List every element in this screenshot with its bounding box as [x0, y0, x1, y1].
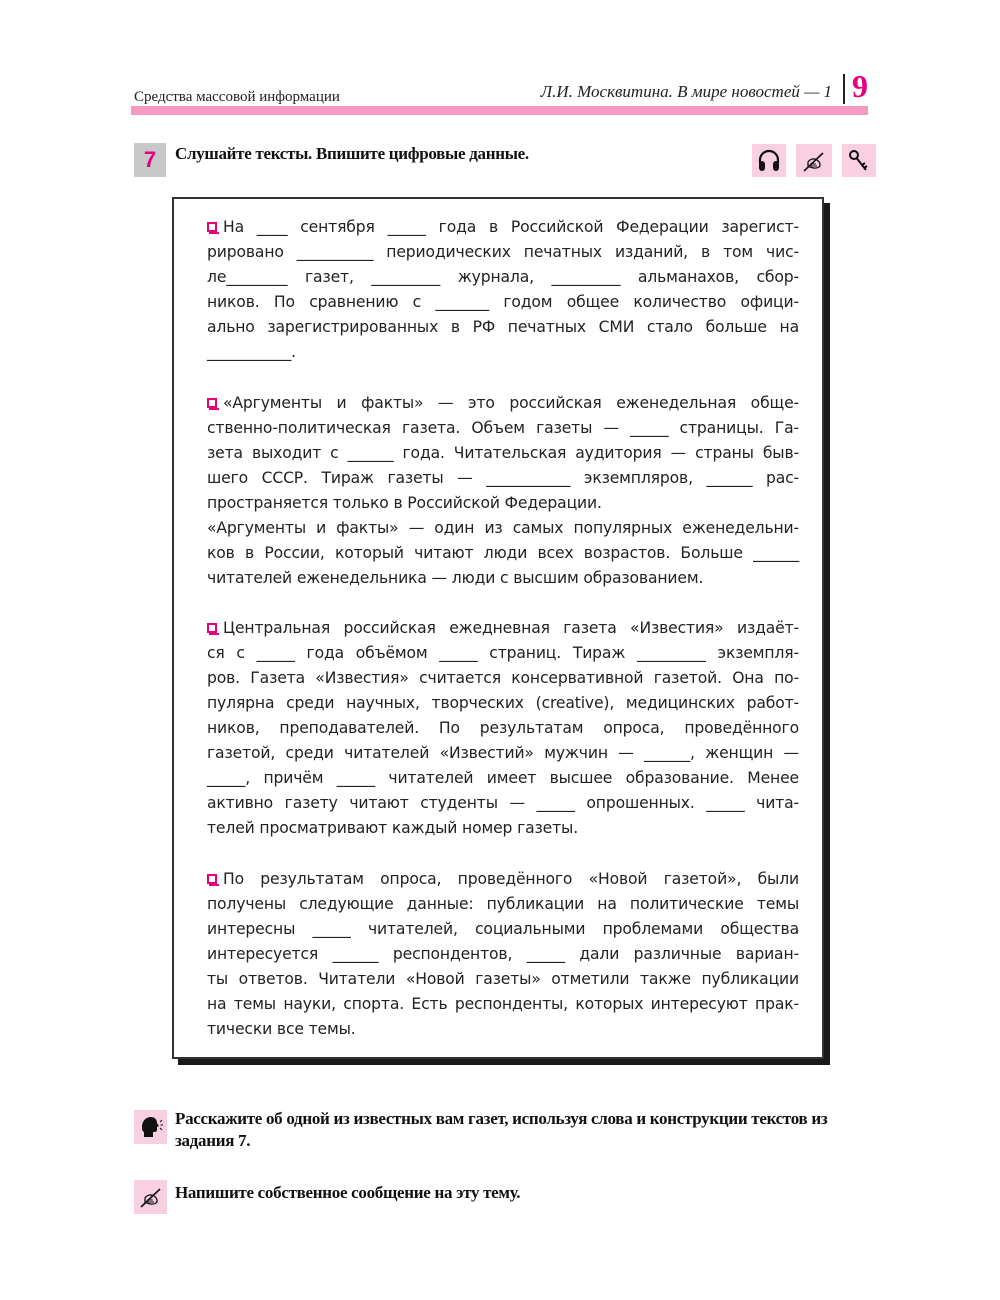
checkbox-bullet-icon	[207, 398, 217, 408]
text-line: шего СССР. Тираж газеты — ___________ экземпляров, ______ рас-	[207, 469, 799, 487]
checkbox-bullet-icon	[207, 874, 217, 884]
pink-header-rule	[131, 106, 868, 115]
text-line: ся с _____ года объёмом _____ страниц. Тираж _________ экземпля-	[207, 644, 799, 662]
writing-hand-icon	[134, 1180, 167, 1214]
text-line: тически все темы.	[207, 1020, 356, 1038]
text-line: ров. Газета «Известия» считается консервативной газетой. Она по-	[207, 669, 799, 687]
text-line: «Аргументы и факты» — один из самых популярных еженедельни-	[207, 519, 799, 537]
header-book-title: Л.И. Москвитина. В мире новостей — 1	[540, 82, 832, 101]
writing-hand-icon	[796, 144, 832, 177]
text-line: ков в России, который читают люди всех возрастов. Больше ______	[207, 544, 799, 562]
text-line: активно газету читают студенты — _____ опрошенных. _____ чита-	[207, 794, 799, 812]
text-line: зета выходит с ______ года. Читательская аудитория — страны быв-	[207, 444, 799, 462]
text-line: на темы науки, спорта. Есть респонденты, которых интересуют прак-	[207, 995, 799, 1013]
text-line: читателей еженедельника — люди с высшим образованием.	[207, 569, 704, 587]
text-line: Центральная российская ежедневная газета «Известия» издаёт-	[223, 619, 799, 637]
text-line: ально зарегистрированных в РФ печатных СМИ стало больше на	[207, 318, 799, 336]
text-line: ников, преподавателей. По результатам опроса, проведённого	[207, 719, 799, 737]
text-line: «Аргументы и факты» — это российская еженедельная обще-	[223, 394, 799, 412]
task-tool-icons	[752, 144, 876, 177]
text-line: ___________.	[207, 343, 296, 361]
text-line: ле________ газет, _________ журнала, _________ альманахов, сбор-	[207, 268, 799, 286]
text-line: интересуется ______ респондентов, _____ дали различные вариан-	[207, 945, 799, 963]
writing-instruction: Напишите собственное сообщение на эту тему.	[175, 1183, 521, 1202]
text-line: ты ответов. Читатели «Новой газеты» отметили также публикации	[207, 970, 799, 988]
paragraph-2	[207, 391, 799, 591]
text-line: По результатам опроса, проведённого «Новой газетой», были	[223, 870, 799, 888]
task-title: Слушайте тексты. Впишите цифровые данные.	[175, 144, 529, 163]
text-line: интересны _____ читателей, социальными проблемами общества	[207, 920, 799, 938]
text-line: На ____ сентября _____ года в Российской Федерации зарегист-	[223, 218, 799, 236]
text-line: телей просматривают каждый номер газеты.	[207, 819, 579, 837]
checkbox-bullet-icon	[207, 222, 217, 232]
speaking-instruction: Расскажите об одной из известных вам газет, используя слова и конструкции текстов из задания 7.	[175, 1109, 828, 1150]
text-line: газетой, среди читателей «Известий» мужчин — ______, женщин —	[207, 744, 799, 762]
text-line: _____, причём _____ читателей имеет высшее образование. Менее	[207, 769, 799, 787]
text-line: рировано __________ периодических печатных изданий, в том чис-	[207, 243, 799, 261]
speaking-head-icon	[134, 1110, 167, 1144]
header-section-title: Средства массовой информации	[134, 89, 340, 105]
checkbox-bullet-icon	[207, 623, 217, 633]
paragraph-4	[207, 867, 799, 1042]
header-divider	[843, 74, 845, 104]
text-line: ников. По сравнению с _______ годом общее количество офици-	[207, 293, 799, 311]
headphones-icon	[752, 144, 786, 177]
paragraph-3	[207, 616, 799, 841]
exercise-text-box	[172, 197, 824, 1059]
paragraph-1	[207, 215, 799, 365]
text-line: ственно-политическая газета. Объем газеты — _____ страницы. Га-	[207, 419, 799, 437]
task-number-badge: 7	[134, 143, 166, 177]
text-line: получены следующие данные: публикации на политические темы	[207, 895, 799, 913]
text-line: пулярна среди научных, творческих (creative), медицинских работ-	[207, 694, 799, 712]
text-line: пространяется только в Российской Федерации.	[207, 494, 602, 512]
key-icon	[842, 144, 876, 177]
page-number: 9	[852, 68, 868, 104]
